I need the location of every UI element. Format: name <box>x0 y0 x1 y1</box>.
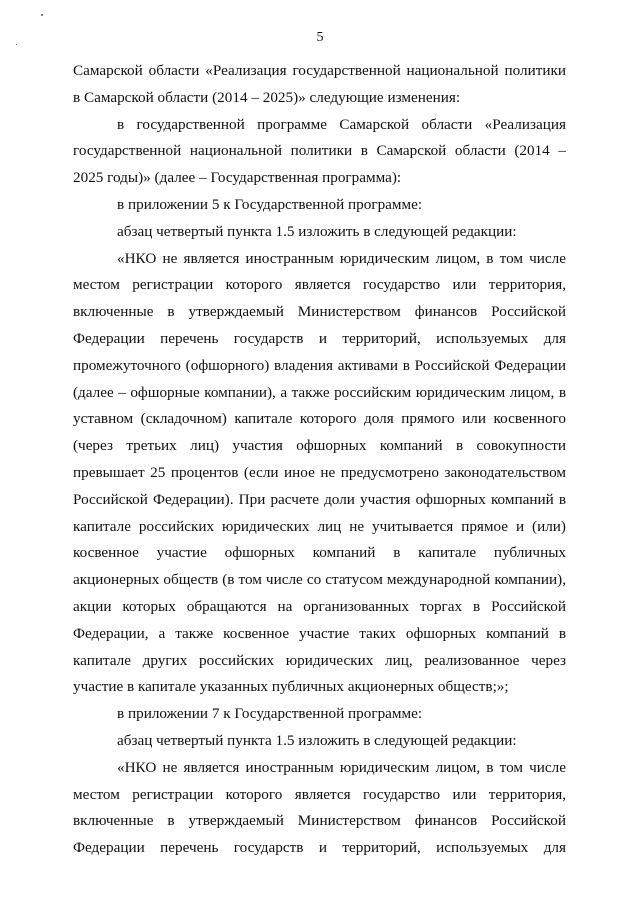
page-number: 5 <box>316 30 324 45</box>
paragraph-appendix-7: в приложении 7 к Государственной программе: <box>117 705 423 723</box>
scan-speck <box>41 14 43 16</box>
paragraph-nko-quote-2: «НКО не является иностранным юридическим лицом, в том числе местом регистрации которого является государство или территория, включенные в утверждаемый Министерством финансов Российской Федерации перечень государств и территорий, используемых для <box>73 758 566 857</box>
paragraph-intro-continuation: Самарской области «Реализация государственной национальной политики в Самарской области (2014 – 2025)» следующие изменения: <box>73 62 566 106</box>
paragraph-appendix-5: в приложении 5 к Государственной программе: <box>117 195 423 213</box>
paragraph-amend-clause-1: абзац четвертый пункта 1.5 изложить в следующей редакции: <box>117 222 517 240</box>
paragraph-nko-quote-1: «НКО не является иностранным юридическим лицом, в том числе местом регистрации которого является государство или территория, включенные в утверждаемый Министерством финансов Российской Федерации перечень государств и территорий, используемых для промежуточного (офшорного) владения активами в Российской Федерации (далее – офшорные компании), а также российским юридическим лицом, в уставном (складочном) капитале которого доля прямого или косвенного (через третьих лиц) участия офшорных компаний в совокупности превышает 25 процентов (если иное не предусмотрено законодательством Российской Федерации). При расчете доли участия офшорных компаний в капитале российских юридических лиц не учитывается прямое и (или) косвенное участие офшорных компаний в капитале публичных акционерных обществ (в том числе со статусом международной компании), акции которых обращаются на организованных торгах в Российской Федерации, а также косвенное участие таких офшорных компаний в капитале других российских юридических лиц, реализованное через участие в капитале указанных публичных акционерных обществ;»; <box>73 249 566 696</box>
paragraph-amend-clause-2: абзац четвертый пункта 1.5 изложить в следующей редакции: <box>117 731 517 749</box>
document-body <box>73 58 566 862</box>
paragraph-state-program: в государственной программе Самарской области «Реализация государственной национальной политики в Самарской области (2014 – 2025 годы)» (далее – Государственная программа): <box>73 115 566 187</box>
